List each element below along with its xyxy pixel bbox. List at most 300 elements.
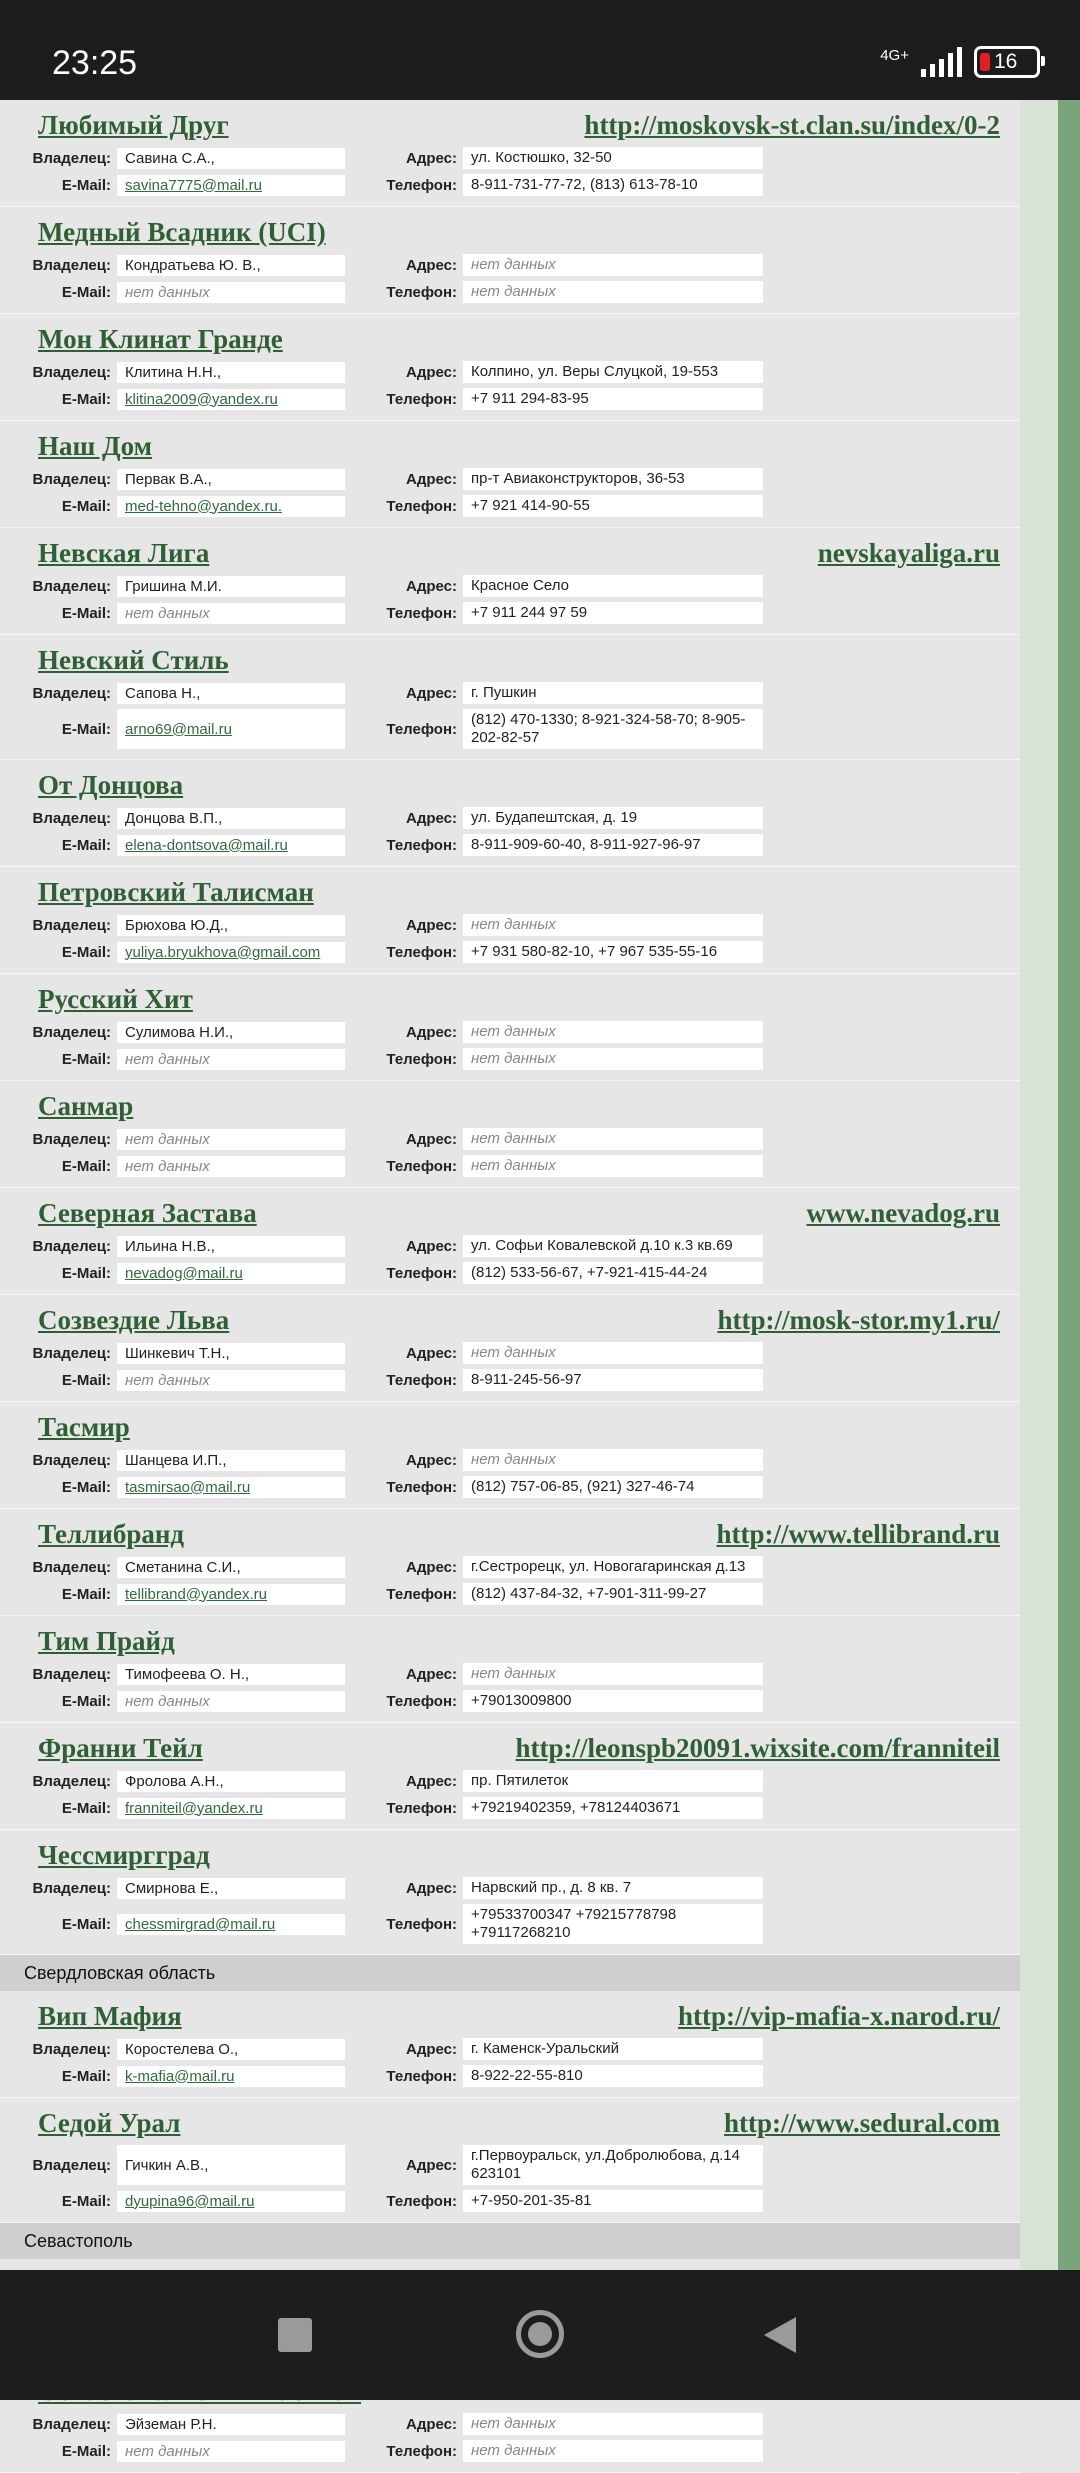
owner-value [117, 469, 345, 490]
email-label: E-Mail: [61, 1157, 111, 1175]
email-value-link[interactable]: yuliya.bryukhova@gmail.com [125, 943, 321, 961]
phone-value [463, 1048, 763, 1070]
phone-value [463, 2190, 763, 2212]
kennel-entry [0, 1509, 1020, 1616]
kennel-name-link[interactable]: Созвездие Льва [38, 1305, 230, 1335]
owner-value [117, 915, 345, 936]
email-phone-row [0, 1369, 1020, 1391]
owner-label: Владелец: [32, 149, 111, 167]
kennel-entry [0, 1295, 1020, 1402]
phone-value-text: +7 911 294-83-95 [471, 390, 589, 407]
email-label: E-Mail: [61, 1915, 111, 1933]
email-phone-row [0, 2065, 1020, 2087]
email-value [117, 1263, 345, 1284]
address-value [463, 1235, 763, 1257]
phone-label: Телефон: [386, 1264, 457, 1282]
address-value [463, 1770, 763, 1792]
email-value [117, 1584, 345, 1605]
kennel-website-link[interactable]: http://www.sedural.com [724, 2108, 1000, 2138]
email-phone-row [0, 1904, 1020, 1944]
kennel-name-link[interactable]: Чессмиргград [38, 1840, 210, 1870]
owner-value-text: Клитина Н.Н., [125, 363, 222, 381]
kennel-name-link[interactable]: От Донцова [38, 770, 184, 800]
phone-label: Телефон: [386, 943, 457, 961]
phone-value [463, 1904, 763, 1944]
no-data-text: нет данных [125, 604, 210, 622]
owner-value-text: Брюхова Ю.Д., [125, 916, 229, 934]
region-header: Свердловская область [0, 1955, 1020, 1991]
recent-apps-button[interactable] [278, 2318, 312, 2352]
owner-value-text: Шанцева И.П., [125, 1451, 227, 1469]
owner-value-text: Сапова Н., [125, 684, 201, 702]
kennel-name-link[interactable]: Петровский Талисман [38, 877, 314, 907]
email-label: E-Mail: [61, 1799, 111, 1817]
kennel-entry [0, 1723, 1020, 1830]
phone-label: Телефон: [386, 604, 457, 622]
email-phone-row [0, 1690, 1020, 1712]
phone-value-text: (812) 437-84-32, +7-901-311-99-27 [471, 1585, 707, 1602]
owner-label: Владелец: [32, 684, 111, 702]
kennel-name-link[interactable]: Невский Стиль [38, 645, 229, 675]
owner-value [117, 2145, 345, 2185]
owner-value-text: Кондратьева Ю. В., [125, 256, 261, 274]
battery-level: 16 [994, 50, 1018, 73]
owner-address-row [0, 1021, 1020, 1043]
address-label: Адрес: [406, 256, 457, 274]
owner-label: Владелец: [32, 363, 111, 381]
kennel-website-link[interactable]: http://moskovsk-st.clan.su/index/0-2 [584, 110, 1000, 140]
owner-address-row [0, 807, 1020, 829]
address-label: Адрес: [406, 916, 457, 934]
address-label: Адрес: [406, 1023, 457, 1041]
phone-label: Телефон: [386, 836, 457, 854]
region-header: Севастополь [0, 2223, 1020, 2259]
kennel-entry [0, 1402, 1020, 1509]
owner-value [117, 1450, 345, 1471]
owner-address-row [0, 1449, 1020, 1471]
kennel-name-link[interactable]: Медный Всадник (UCI) [38, 217, 326, 247]
kennel-entry [0, 207, 1020, 314]
phone-value [463, 1797, 763, 1819]
home-button[interactable] [516, 2310, 564, 2358]
email-phone-row [0, 602, 1020, 624]
status-icons [880, 46, 1040, 78]
address-label: Адрес: [406, 149, 457, 167]
phone-value-text: +79533700347 +79215778798 +79117268210 [471, 1906, 677, 1941]
phone-value-text: 8-911-731-77-72, (813) 613-78-10 [471, 176, 698, 193]
owner-label: Владелец: [32, 1023, 111, 1041]
email-value [117, 2191, 345, 2212]
phone-value-text: (812) 470-1330; 8-921-324-58-70; 8-905-202-82-57 [471, 711, 746, 746]
owner-address-row [0, 468, 1020, 490]
email-value [117, 709, 345, 749]
owner-label: Владелец: [32, 1665, 111, 1683]
owner-value-text: Смирнова Е., [125, 1879, 219, 1897]
owner-value-text: Эйземан Р.Н. [125, 2415, 217, 2433]
address-value-text: ул. Софьи Ковалевской д.10 к.3 кв.69 [471, 1237, 733, 1254]
email-value-link[interactable]: elena-dontsova@mail.ru [125, 836, 288, 854]
kennel-name-link[interactable]: Франни Тейл [38, 1733, 203, 1763]
status-bar [0, 0, 1080, 100]
owner-value-text: Донцова В.П., [125, 809, 223, 827]
phone-value-text: 8-911-909-60-40, 8-911-927-96-97 [471, 836, 701, 853]
email-label: E-Mail: [61, 836, 111, 854]
owner-value-text: Первак В.А., [125, 470, 212, 488]
email-value [117, 603, 345, 624]
owner-address-row [0, 2145, 1020, 2185]
kennel-name-link[interactable]: Теллибранд [38, 1519, 185, 1549]
address-label: Адрес: [406, 577, 457, 595]
address-label: Адрес: [406, 809, 457, 827]
owner-value-text: Сулимова Н.И., [125, 1023, 234, 1041]
phone-value-text: +7 931 580-82-10, +7 967 535-55-16 [471, 943, 718, 960]
kennel-entry [0, 100, 1020, 207]
address-label: Адрес: [406, 363, 457, 381]
address-value-text: пр-т Авиаконструкторов, 36-53 [471, 470, 685, 487]
owner-value [117, 1557, 345, 1578]
email-value-link[interactable]: franniteil@yandex.ru [125, 1799, 263, 1817]
address-value [463, 1663, 763, 1685]
owner-label: Владелец: [32, 2415, 111, 2433]
email-value-link[interactable]: klitina2009@yandex.ru [125, 390, 278, 408]
email-value-link[interactable]: k-mafia@mail.ru [125, 2067, 235, 2085]
address-value [463, 2413, 763, 2435]
owner-label: Владелец: [32, 1451, 111, 1469]
email-phone-row [0, 1476, 1020, 1498]
no-data-text: нет данных [471, 2415, 556, 2432]
phone-value-text: (812) 757-06-85, (921) 327-46-74 [471, 1478, 695, 1495]
email-value [117, 2066, 345, 2087]
phone-label: Телефон: [386, 2192, 457, 2210]
kennel-name-link[interactable]: Тим Прайд [38, 1626, 175, 1656]
kennel-website-link[interactable]: http://mosk-stor.my1.ru/ [717, 1305, 1000, 1335]
owner-value-text: Гришина М.И. [125, 577, 222, 595]
kennel-name-link[interactable]: Русский Хит [38, 984, 193, 1014]
phone-value [463, 388, 763, 410]
email-phone-row [0, 388, 1020, 410]
owner-value [117, 2039, 345, 2060]
email-value-link[interactable]: tellibrand@yandex.ru [125, 1585, 267, 1603]
address-value-text: Красное Село [471, 577, 569, 594]
no-data-text: нет данных [471, 1157, 556, 1174]
battery-icon [974, 46, 1040, 78]
phone-value-text: 8-922-22-55-810 [471, 2067, 583, 2084]
owner-value-text: Сметанина С.И., [125, 1558, 241, 1576]
phone-label: Телефон: [386, 497, 457, 515]
email-value [117, 175, 345, 196]
email-label: E-Mail: [61, 390, 111, 408]
owner-value-text: Гичкин А.В., [125, 2156, 209, 2174]
owner-label: Владелец: [32, 1772, 111, 1790]
no-data-text: нет данных [125, 283, 210, 301]
owner-value [117, 1343, 345, 1364]
owner-address-row [0, 1663, 1020, 1685]
no-data-text: нет данных [471, 2442, 556, 2459]
kennel-entry [0, 635, 1020, 760]
phone-value-text: +7 911 244 97 59 [471, 604, 588, 621]
email-phone-row [0, 2190, 1020, 2212]
address-label: Адрес: [406, 1344, 457, 1362]
address-value [463, 1021, 763, 1043]
owner-label: Владелец: [32, 1558, 111, 1576]
phone-value [463, 174, 763, 196]
owner-label: Владелец: [32, 1879, 111, 1897]
owner-value-text: Ильина Н.В., [125, 1237, 215, 1255]
email-value [117, 1691, 345, 1712]
kennel-website-link[interactable]: www.nevadog.ru [806, 1198, 1000, 1228]
address-value-text: г.Сестрорецк, ул. Новогагаринская д.13 [471, 1558, 746, 1575]
email-value-link[interactable]: dyupina96@mail.ru [125, 2192, 255, 2210]
phone-label: Телефон: [386, 720, 457, 738]
address-value-text: г. Каменск-Уральский [471, 2040, 619, 2057]
kennel-name-link[interactable]: Седой Урал [38, 2108, 181, 2138]
address-value [463, 914, 763, 936]
email-value-link[interactable]: savina7775@mail.ru [125, 176, 262, 194]
email-label: E-Mail: [61, 1371, 111, 1389]
address-label: Адрес: [406, 1665, 457, 1683]
kennel-website-link[interactable]: http://www.tellibrand.ru [716, 1519, 1000, 1549]
email-phone-row [0, 1155, 1020, 1177]
no-data-text: нет данных [125, 1692, 210, 1710]
no-data-text: нет данных [125, 1371, 210, 1389]
email-label: E-Mail: [61, 2192, 111, 2210]
kennel-name-link[interactable]: Вип Мафия [38, 2001, 182, 2031]
phone-value-text: +79013009800 [471, 1692, 572, 1709]
network-type-label: 4G+ [880, 46, 909, 64]
address-value [463, 1449, 763, 1471]
address-label: Адрес: [406, 2040, 457, 2058]
phone-value [463, 1583, 763, 1605]
address-label: Адрес: [406, 1451, 457, 1469]
kennel-name-link[interactable]: Тасмир [38, 1412, 130, 1442]
owner-value [117, 1022, 345, 1043]
address-label: Адрес: [406, 1879, 457, 1897]
kennel-website-link[interactable]: http://vip-mafia-x.narod.ru/ [677, 2001, 1000, 2031]
no-data-text: нет данных [471, 1130, 556, 1147]
no-data-text: нет данных [471, 1665, 556, 1682]
address-value [463, 1128, 763, 1150]
email-value-link[interactable]: nevadog@mail.ru [125, 1264, 243, 1282]
email-value [117, 496, 345, 517]
email-label: E-Mail: [61, 1264, 111, 1282]
address-label: Адрес: [406, 1237, 457, 1255]
email-value [117, 1370, 345, 1391]
owner-value-text: Тимофеева О. Н., [125, 1665, 250, 1683]
email-phone-row [0, 174, 1020, 196]
kennel-entry [0, 1991, 1020, 2098]
owner-value [117, 1878, 345, 1899]
email-label: E-Mail: [61, 283, 111, 301]
address-value [463, 1556, 763, 1578]
owner-value-text: Савина С.А., [125, 149, 215, 167]
no-data-text: нет данных [471, 283, 556, 300]
email-label: E-Mail: [61, 604, 111, 622]
phone-label: Телефон: [386, 2442, 457, 2460]
email-phone-row [0, 941, 1020, 963]
kennel-name-link[interactable]: Наш Дом [38, 431, 152, 461]
email-label: E-Mail: [61, 1585, 111, 1603]
owner-label: Владелец: [32, 916, 111, 934]
kennel-entry [0, 421, 1020, 528]
owner-address-row [0, 1235, 1020, 1257]
owner-label: Владелец: [32, 470, 111, 488]
owner-address-row [0, 575, 1020, 597]
email-phone-row [0, 1583, 1020, 1605]
address-value-text: Нарвский пр., д. 8 кв. 7 [471, 1879, 632, 1896]
email-value-link[interactable]: arno69@mail.ru [125, 720, 232, 738]
kennel-entry [0, 1830, 1020, 1955]
kennel-name-link[interactable]: Мон Клинат Гранде [38, 324, 283, 354]
phone-label: Телефон: [386, 2067, 457, 2085]
kennel-website-link[interactable]: nevskayaliga.ru [817, 538, 1000, 568]
kennel-entry [0, 867, 1020, 974]
phone-value-text: +7-950-201-35-81 [471, 2192, 592, 2209]
owner-value-text: Фролова А.Н., [125, 1772, 224, 1790]
address-value [463, 575, 763, 597]
phone-value [463, 281, 763, 303]
kennel-entry [0, 528, 1020, 635]
email-value [117, 2441, 345, 2462]
kennel-entry [0, 1081, 1020, 1188]
owner-value [117, 576, 345, 597]
owner-value-text: Шинкевич Т.Н., [125, 1344, 230, 1362]
owner-label: Владелец: [32, 1344, 111, 1362]
kennel-name-link[interactable]: Любимый Друг [38, 110, 229, 140]
phone-value [463, 2440, 763, 2462]
owner-label: Владелец: [32, 256, 111, 274]
phone-label: Телефон: [386, 1692, 457, 1710]
phone-label: Телефон: [386, 176, 457, 194]
owner-address-row [0, 2413, 1020, 2435]
kennel-name-link[interactable]: Санмар [38, 1091, 134, 1121]
phone-label: Телефон: [386, 1050, 457, 1068]
kennel-entry [0, 1188, 1020, 1295]
phone-value [463, 1155, 763, 1177]
address-value-text: ул. Костюшко, 32-50 [471, 149, 612, 166]
email-phone-row [0, 281, 1020, 303]
phone-value [463, 1369, 763, 1391]
owner-address-row [0, 682, 1020, 704]
owner-value [117, 1664, 345, 1685]
owner-address-row [0, 2038, 1020, 2060]
no-data-text: нет данных [471, 1023, 556, 1040]
phone-label: Телефон: [386, 1371, 457, 1389]
address-label: Адрес: [406, 2415, 457, 2433]
email-phone-row [0, 1262, 1020, 1284]
owner-value [117, 683, 345, 704]
email-value [117, 1049, 345, 1070]
kennel-entry [0, 1616, 1020, 1723]
phone-value [463, 602, 763, 624]
phone-value [463, 834, 763, 856]
owner-label: Владелец: [32, 2040, 111, 2058]
signal-strength-icon [921, 47, 962, 77]
email-phone-row [0, 1048, 1020, 1070]
kennel-entry [0, 2098, 1020, 2223]
email-value-link[interactable]: tasmirsao@mail.ru [125, 1478, 251, 1496]
phone-value [463, 2065, 763, 2087]
email-value [117, 389, 345, 410]
navigation-bar [0, 2270, 1080, 2400]
owner-value [117, 2414, 345, 2435]
kennel-entry [0, 760, 1020, 867]
owner-label: Владелец: [32, 2156, 111, 2174]
email-label: E-Mail: [61, 2442, 111, 2460]
owner-value-text: Коростелева О., [125, 2040, 239, 2058]
back-button[interactable] [764, 2317, 796, 2353]
phone-value-text: 8-911-245-56-97 [471, 1371, 582, 1388]
address-value-text: ул. Будапештская, д. 19 [471, 809, 638, 826]
email-value-link[interactable]: chessmirgrad@mail.ru [125, 1915, 276, 1933]
address-value [463, 361, 763, 383]
no-data-text: нет данных [125, 1130, 210, 1148]
email-phone-row [0, 709, 1020, 749]
phone-label: Телефон: [386, 283, 457, 301]
phone-label: Телефон: [386, 1478, 457, 1496]
email-label: E-Mail: [61, 943, 111, 961]
no-data-text: нет данных [471, 1050, 556, 1067]
address-value-text: г. Пушкин [471, 684, 537, 701]
no-data-text: нет данных [471, 1344, 556, 1361]
email-phone-row [0, 834, 1020, 856]
email-phone-row [0, 2440, 1020, 2462]
address-value [463, 254, 763, 276]
no-data-text: нет данных [125, 2442, 210, 2460]
phone-value [463, 1476, 763, 1498]
owner-label: Владелец: [32, 577, 111, 595]
email-value [117, 1798, 345, 1819]
email-label: E-Mail: [61, 720, 111, 738]
phone-label: Телефон: [386, 1157, 457, 1175]
phone-label: Телефон: [386, 1799, 457, 1817]
phone-value-text: +7 921 414-90-55 [471, 497, 590, 514]
address-value [463, 147, 763, 169]
email-value [117, 942, 345, 963]
owner-address-row [0, 1556, 1020, 1578]
no-data-text: нет данных [125, 1050, 210, 1068]
phone-value-text: (812) 533-56-67, +7-921-415-44-24 [471, 1264, 708, 1281]
email-label: E-Mail: [61, 497, 111, 515]
owner-label: Владелец: [32, 809, 111, 827]
owner-value [117, 1236, 345, 1257]
email-label: E-Mail: [61, 1050, 111, 1068]
no-data-text: нет данных [471, 916, 556, 933]
email-value [117, 282, 345, 303]
address-value-text: Колпино, ул. Веры Слуцкой, 19-553 [471, 363, 719, 380]
owner-value [117, 148, 345, 169]
owner-address-row [0, 1770, 1020, 1792]
email-value [117, 1914, 345, 1935]
email-label: E-Mail: [61, 1692, 111, 1710]
owner-value [117, 1771, 345, 1792]
email-value [117, 1156, 345, 1177]
address-value-text: пр. Пятилеток [471, 1772, 569, 1789]
owner-address-row [0, 147, 1020, 169]
kennel-website-link[interactable]: http://leonspb20091.wixsite.com/franniteil [515, 1733, 1000, 1763]
phone-value [463, 941, 763, 963]
phone-label: Телефон: [386, 390, 457, 408]
address-value [463, 807, 763, 829]
address-label: Адрес: [406, 470, 457, 488]
owner-value [117, 808, 345, 829]
email-value-link[interactable]: med-tehno@yandex.ru. [125, 497, 282, 515]
kennel-name-link[interactable]: Невская Лига [38, 538, 210, 568]
kennel-name-link[interactable]: Северная Застава [38, 1198, 257, 1228]
phone-label: Телефон: [386, 1585, 457, 1603]
owner-address-row [0, 254, 1020, 276]
address-label: Адрес: [406, 1558, 457, 1576]
address-label: Адрес: [406, 2156, 457, 2174]
